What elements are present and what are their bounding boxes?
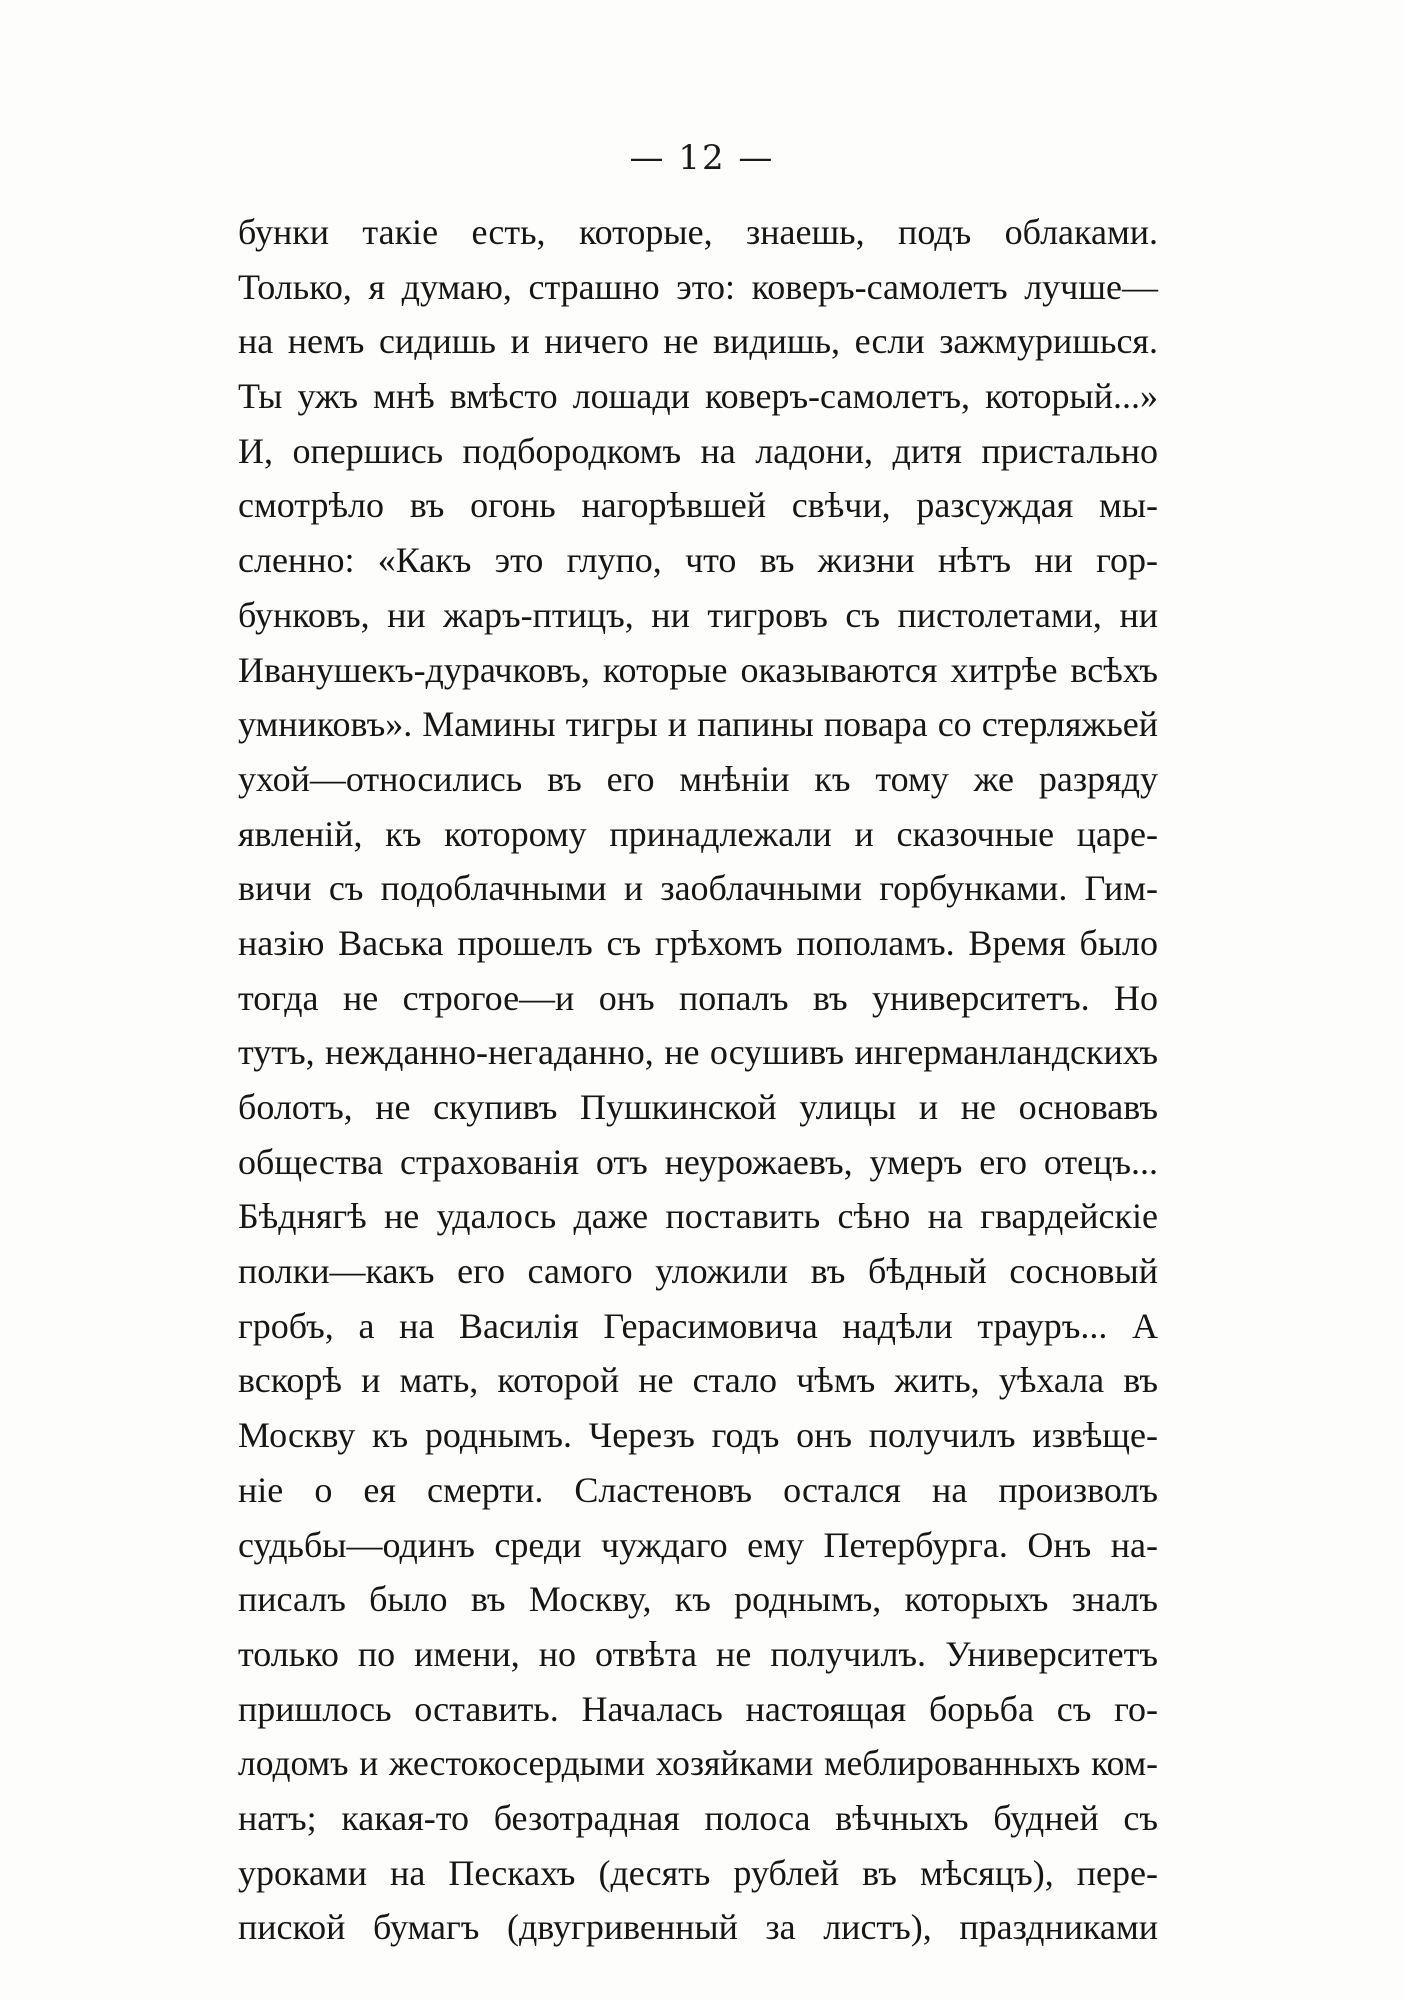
text-line: умниковъ». Мамины тигры и папины повара со стерляжьей xyxy=(238,704,1158,745)
text-line: вичи съ подоблачными и заоблачными горбунками. Гим- xyxy=(238,868,1158,909)
page-number: — 12 — xyxy=(629,138,775,178)
text-line: Ты ужъ мнѣ вмѣсто лошади коверъ-самолетъ, который...» xyxy=(238,376,1158,417)
text-line: Москву къ роднымъ. Черезъ годъ онъ получилъ извѣще- xyxy=(238,1415,1158,1456)
text-line: явленій, къ которому принадлежали и сказочные царе- xyxy=(238,813,1158,854)
text-line: писалъ было въ Москву, къ роднымъ, которыхъ зналъ xyxy=(238,1579,1158,1620)
text-line: вскорѣ и мать, которой не стало чѣмъ жить, уѣхала въ xyxy=(238,1360,1158,1401)
text-line: только по имени, но отвѣта не получилъ. Университетъ xyxy=(238,1633,1158,1674)
text-line: бунки такіе есть, которые, знаешь, подъ облаками. xyxy=(238,212,1158,252)
text-line: гробъ, а на Василія Герасимовича надѣли трауръ... А xyxy=(238,1305,1158,1346)
text-line: полки—какъ его самого уложили въ бѣдный сосновый xyxy=(238,1251,1158,1292)
text-line: Только, я думаю, страшно это: коверъ-самолетъ лучше— xyxy=(238,266,1158,307)
text-line: судьбы—одинъ среди чуждаго ему Петербурга. Онъ на- xyxy=(238,1524,1158,1565)
body-text xyxy=(238,205,1158,1955)
text-line: И, опершись подбородкомъ на ладони, дитя пристально xyxy=(238,430,1158,471)
text-line: натъ; какая-то безотрадная полоса вѣчныхъ будней съ xyxy=(238,1797,1158,1838)
text-line: Бѣднягѣ не удалось даже поставить сѣно на гвардейскіе xyxy=(238,1196,1158,1237)
text-line: общества страхованія отъ неурожаевъ, умеръ его отецъ... xyxy=(238,1141,1158,1182)
text-line: бунковъ, ни жаръ-птицъ, ни тигровъ съ пистолетами, ни xyxy=(238,594,1158,635)
text-line: уроками на Пескахъ (десять рублей въ мѣсяцъ), пере- xyxy=(238,1852,1158,1893)
text-line: лодомъ и жестокосердыми хозяйками меблированныхъ ком- xyxy=(238,1743,1158,1784)
text-line: ніе о ея смерти. Сластеновъ остался на произволъ xyxy=(238,1469,1158,1510)
text-line: смотрѣло въ огонь нагорѣвшей свѣчи, разсуждая мы- xyxy=(238,485,1158,526)
text-line: на немъ сидишь и ничего не видишь, если зажмуришься. xyxy=(238,321,1158,362)
text-line: тутъ, нежданно-негаданно, не осушивъ ингерманландскихъ xyxy=(238,1032,1158,1073)
text-line: пришлось оставить. Началась настоящая борьба съ го- xyxy=(238,1688,1158,1729)
text-line: болотъ, не скупивъ Пушкинской улицы и не основавъ xyxy=(238,1087,1158,1127)
text-line: сленно: «Какъ это глупо, что въ жизни нѣтъ ни гор- xyxy=(238,540,1158,581)
text-line: пиской бумагъ (двугривенный за листъ), праздниками xyxy=(238,1907,1158,1948)
text-line: ухой—относились въ его мнѣніи къ тому же разряду xyxy=(238,758,1158,799)
text-line: назію Васька прошелъ съ грѣхомъ пополамъ. Время было xyxy=(238,922,1158,963)
text-line: Иванушекъ-дурачковъ, которые оказываются хитрѣе всѣхъ xyxy=(238,649,1158,690)
text-line: тогда не строгое—и онъ попалъ въ университетъ. Но xyxy=(238,977,1158,1018)
